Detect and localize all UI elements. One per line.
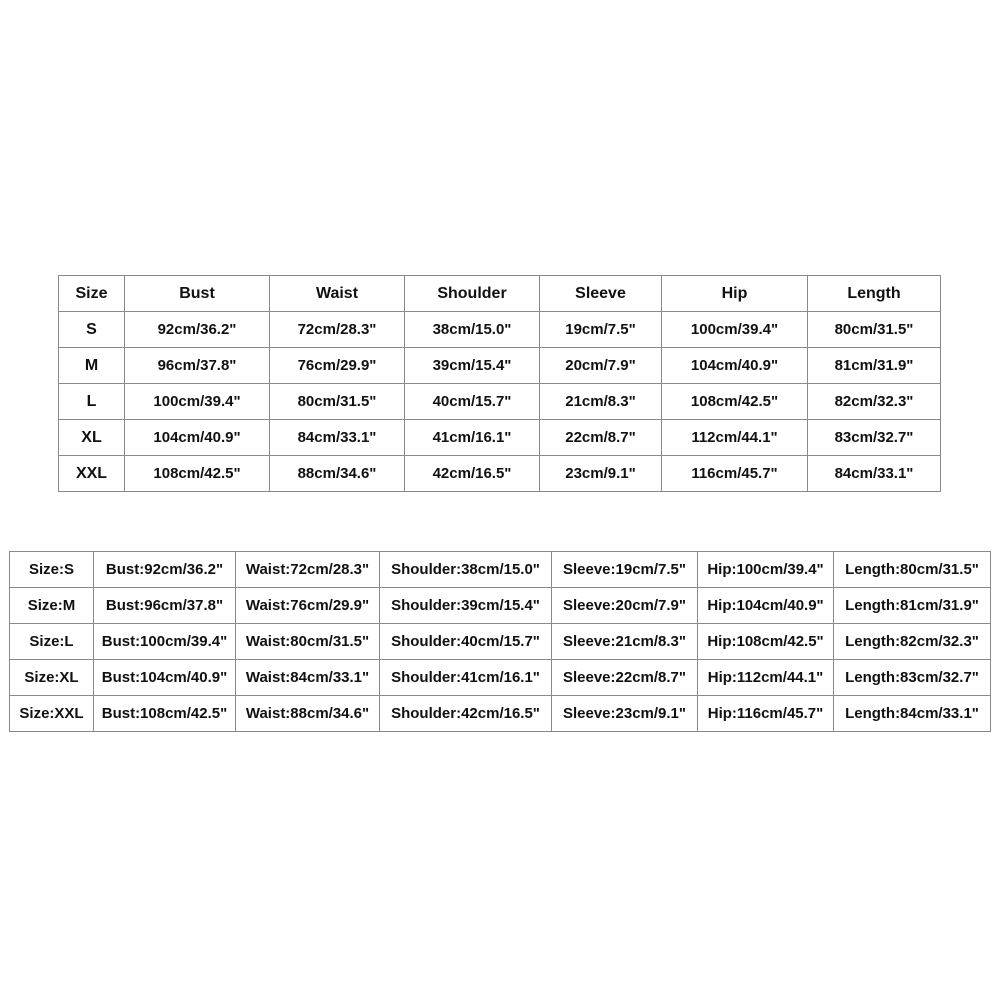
size-cell: Size:M bbox=[10, 588, 94, 624]
length-cell: 84cm/33.1" bbox=[808, 456, 941, 492]
sleeve-cell: 19cm/7.5" bbox=[540, 312, 662, 348]
waist-cell: 84cm/33.1" bbox=[270, 420, 405, 456]
table-row bbox=[10, 552, 991, 588]
hip-cell: 100cm/39.4" bbox=[662, 312, 808, 348]
size-cell: Size:XL bbox=[10, 660, 94, 696]
length-cell: 80cm/31.5" bbox=[808, 312, 941, 348]
hip-cell: 104cm/40.9" bbox=[662, 348, 808, 384]
size-cell: S bbox=[59, 312, 125, 348]
sleeve-cell: 22cm/8.7" bbox=[540, 420, 662, 456]
waist-cell: Waist:84cm/33.1" bbox=[236, 660, 380, 696]
shoulder-cell: 42cm/16.5" bbox=[405, 456, 540, 492]
size-cell: Size:L bbox=[10, 624, 94, 660]
bust-cell: Bust:108cm/42.5" bbox=[94, 696, 236, 732]
length-cell: 81cm/31.9" bbox=[808, 348, 941, 384]
sleeve-cell: Sleeve:22cm/8.7" bbox=[552, 660, 698, 696]
bust-cell: Bust:104cm/40.9" bbox=[94, 660, 236, 696]
sleeve-cell: Sleeve:20cm/7.9" bbox=[552, 588, 698, 624]
header-sleeve: Sleeve bbox=[540, 276, 662, 312]
table-row bbox=[10, 660, 991, 696]
shoulder-cell: 40cm/15.7" bbox=[405, 384, 540, 420]
waist-cell: Waist:88cm/34.6" bbox=[236, 696, 380, 732]
header-bust: Bust bbox=[125, 276, 270, 312]
hip-cell: Hip:112cm/44.1" bbox=[698, 660, 834, 696]
waist-cell: 72cm/28.3" bbox=[270, 312, 405, 348]
waist-cell: 80cm/31.5" bbox=[270, 384, 405, 420]
shoulder-cell: Shoulder:41cm/16.1" bbox=[380, 660, 552, 696]
sleeve-cell: 20cm/7.9" bbox=[540, 348, 662, 384]
table-header-row bbox=[59, 276, 941, 312]
shoulder-cell: Shoulder:38cm/15.0" bbox=[380, 552, 552, 588]
bust-cell: 104cm/40.9" bbox=[125, 420, 270, 456]
waist-cell: Waist:76cm/29.9" bbox=[236, 588, 380, 624]
table-row bbox=[59, 456, 941, 492]
length-cell: Length:80cm/31.5" bbox=[834, 552, 991, 588]
length-cell: Length:82cm/32.3" bbox=[834, 624, 991, 660]
table-row bbox=[10, 696, 991, 732]
sleeve-cell: 23cm/9.1" bbox=[540, 456, 662, 492]
table-row bbox=[59, 348, 941, 384]
bust-cell: Bust:96cm/37.8" bbox=[94, 588, 236, 624]
size-cell: Size:XXL bbox=[10, 696, 94, 732]
header-shoulder: Shoulder bbox=[405, 276, 540, 312]
length-cell: 82cm/32.3" bbox=[808, 384, 941, 420]
sleeve-cell: 21cm/8.3" bbox=[540, 384, 662, 420]
size-cell: M bbox=[59, 348, 125, 384]
waist-cell: 76cm/29.9" bbox=[270, 348, 405, 384]
sleeve-cell: Sleeve:23cm/9.1" bbox=[552, 696, 698, 732]
header-waist: Waist bbox=[270, 276, 405, 312]
size-cell: XL bbox=[59, 420, 125, 456]
size-chart-labeled-table bbox=[9, 551, 991, 732]
sleeve-cell: Sleeve:21cm/8.3" bbox=[552, 624, 698, 660]
length-cell: Length:81cm/31.9" bbox=[834, 588, 991, 624]
header-size: Size bbox=[59, 276, 125, 312]
waist-cell: Waist:72cm/28.3" bbox=[236, 552, 380, 588]
table-row bbox=[59, 312, 941, 348]
bust-cell: 96cm/37.8" bbox=[125, 348, 270, 384]
sleeve-cell: Sleeve:19cm/7.5" bbox=[552, 552, 698, 588]
hip-cell: 112cm/44.1" bbox=[662, 420, 808, 456]
size-cell: L bbox=[59, 384, 125, 420]
shoulder-cell: Shoulder:39cm/15.4" bbox=[380, 588, 552, 624]
hip-cell: Hip:108cm/42.5" bbox=[698, 624, 834, 660]
shoulder-cell: Shoulder:40cm/15.7" bbox=[380, 624, 552, 660]
shoulder-cell: Shoulder:42cm/16.5" bbox=[380, 696, 552, 732]
shoulder-cell: 38cm/15.0" bbox=[405, 312, 540, 348]
header-length: Length bbox=[808, 276, 941, 312]
size-chart-table bbox=[58, 275, 941, 492]
shoulder-cell: 41cm/16.1" bbox=[405, 420, 540, 456]
bust-cell: Bust:100cm/39.4" bbox=[94, 624, 236, 660]
waist-cell: Waist:80cm/31.5" bbox=[236, 624, 380, 660]
table-row bbox=[59, 384, 941, 420]
waist-cell: 88cm/34.6" bbox=[270, 456, 405, 492]
hip-cell: 116cm/45.7" bbox=[662, 456, 808, 492]
table-row bbox=[10, 624, 991, 660]
size-cell: XXL bbox=[59, 456, 125, 492]
bust-cell: 100cm/39.4" bbox=[125, 384, 270, 420]
length-cell: Length:84cm/33.1" bbox=[834, 696, 991, 732]
size-cell: Size:S bbox=[10, 552, 94, 588]
header-hip: Hip bbox=[662, 276, 808, 312]
hip-cell: Hip:100cm/39.4" bbox=[698, 552, 834, 588]
length-cell: Length:83cm/32.7" bbox=[834, 660, 991, 696]
hip-cell: 108cm/42.5" bbox=[662, 384, 808, 420]
length-cell: 83cm/32.7" bbox=[808, 420, 941, 456]
table-row bbox=[10, 588, 991, 624]
hip-cell: Hip:104cm/40.9" bbox=[698, 588, 834, 624]
hip-cell: Hip:116cm/45.7" bbox=[698, 696, 834, 732]
bust-cell: 108cm/42.5" bbox=[125, 456, 270, 492]
bust-cell: Bust:92cm/36.2" bbox=[94, 552, 236, 588]
table-row bbox=[59, 420, 941, 456]
shoulder-cell: 39cm/15.4" bbox=[405, 348, 540, 384]
bust-cell: 92cm/36.2" bbox=[125, 312, 270, 348]
